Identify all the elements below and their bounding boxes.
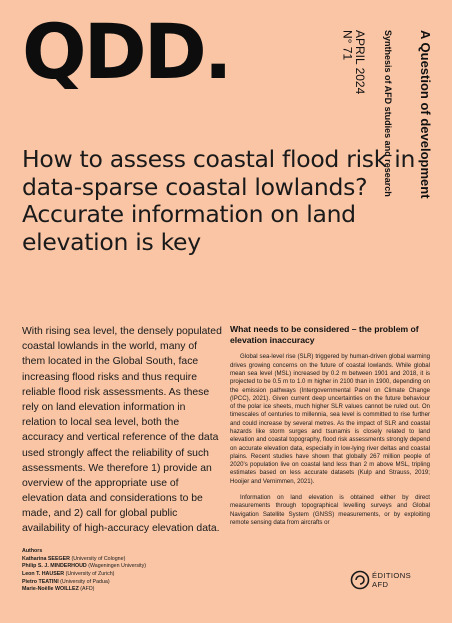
author-item bbox=[22, 563, 222, 571]
authors-block bbox=[22, 548, 222, 594]
series-title: A Question of development bbox=[418, 30, 433, 199]
publisher-line-2: AFD bbox=[372, 579, 389, 589]
section-column bbox=[230, 324, 430, 535]
author-name: Philip S. J. MINDERHOUD bbox=[22, 563, 87, 570]
author-item bbox=[22, 571, 222, 579]
publisher-mark-icon bbox=[350, 570, 370, 590]
author-affiliation: (AFD) bbox=[80, 586, 95, 593]
publisher-logo bbox=[350, 570, 432, 606]
author-name: Marie-Noëlle WOILLEZ bbox=[22, 586, 79, 593]
issue-number: N° 71 bbox=[340, 30, 355, 61]
author-item bbox=[22, 556, 222, 564]
authors-label: Authors bbox=[22, 548, 43, 554]
author-name: Pietro TEATINI bbox=[22, 578, 59, 585]
author-affiliation: (University of Cologne) bbox=[71, 555, 126, 562]
author-name: Katharina SEEGER bbox=[22, 555, 70, 562]
section-title: What needs to be considered – the problem of elevation inaccuracy bbox=[230, 324, 419, 345]
issue-info bbox=[336, 30, 366, 94]
section-paragraph-2: Information on land elevation is obtained either by direct measurements through topographical levelling surveys and Global Navigation Satellite System (GNSS) measurements, or by exploiting remote sensing data from aircrafts or bbox=[230, 493, 430, 526]
document-title: How to assess coastal flood risk in data-sparse coastal lowlands? Accurate information on land elevation is key bbox=[22, 145, 416, 257]
issue-date: APRIL 2024 bbox=[353, 30, 367, 95]
author-affiliation: (University of Padua) bbox=[60, 578, 110, 585]
author-item bbox=[22, 579, 222, 587]
author-affiliation: (Wageningen University) bbox=[88, 563, 147, 570]
author-item bbox=[22, 586, 222, 594]
author-affiliation: (University of Zurich) bbox=[65, 571, 115, 578]
author-name: Leon T. HAUSER bbox=[22, 571, 65, 578]
qdd-logo: QDD. bbox=[22, 7, 230, 96]
intro-paragraph: With rising sea level, the densely populated coastal lowlands in the world, many of them located in the Global South, face increasing flood risks and thus require reliable flood risk assessments. As these rely on land elevation information in relation to local sea level, both the accuracy and vertical reference of the data used strongly affect the reliability of such assessments. We therefore 1) provide an overview of the appropriate use of elevation data and considerations to be made, and 2) call for global public availability of high-accuracy elevation data. bbox=[22, 326, 222, 535]
publisher-name bbox=[372, 572, 411, 589]
section-paragraph-1: Global sea-level rise (SLR) triggered by human-driven global warming drives growing concerns on the future of coastal lowlands. While global mean sea level (MSL) increased by 0.2 m between 1901 and 2018, it is projected to be 0.5 m to 1.0 m higher in 2100 than in 1900, depending on the emission pathways (Intergovernmental Panel on Climate Change (IPCC), 2021). Given current deep uncertainties on the future behaviour of the polar ice sheets, much higher SLR values cannot be ruled out. On timescales of centuries to millennia, sea level is committed to rise further and could increase by several metres. As the impact of SLR and coastal hazards like storm surges and tsunamis is closely related to land elevation and coastal topography, flood risk assessments strongly depend on accurate elevation data, especially in low-lying river deltas and coastal plains. Recent studies have shown that globally 267 million people of 2020's population live on coastal land less than 2 m above MSL, tripling estimates based on less accurate datasets (Kulp and Strauss, 2019; Hooijer and Vernimmen, 2021). bbox=[230, 353, 430, 485]
publisher-line-1: ÉDITIONS bbox=[372, 571, 412, 580]
series-subtitle: Synthesis of AFD studies and research bbox=[383, 30, 393, 197]
